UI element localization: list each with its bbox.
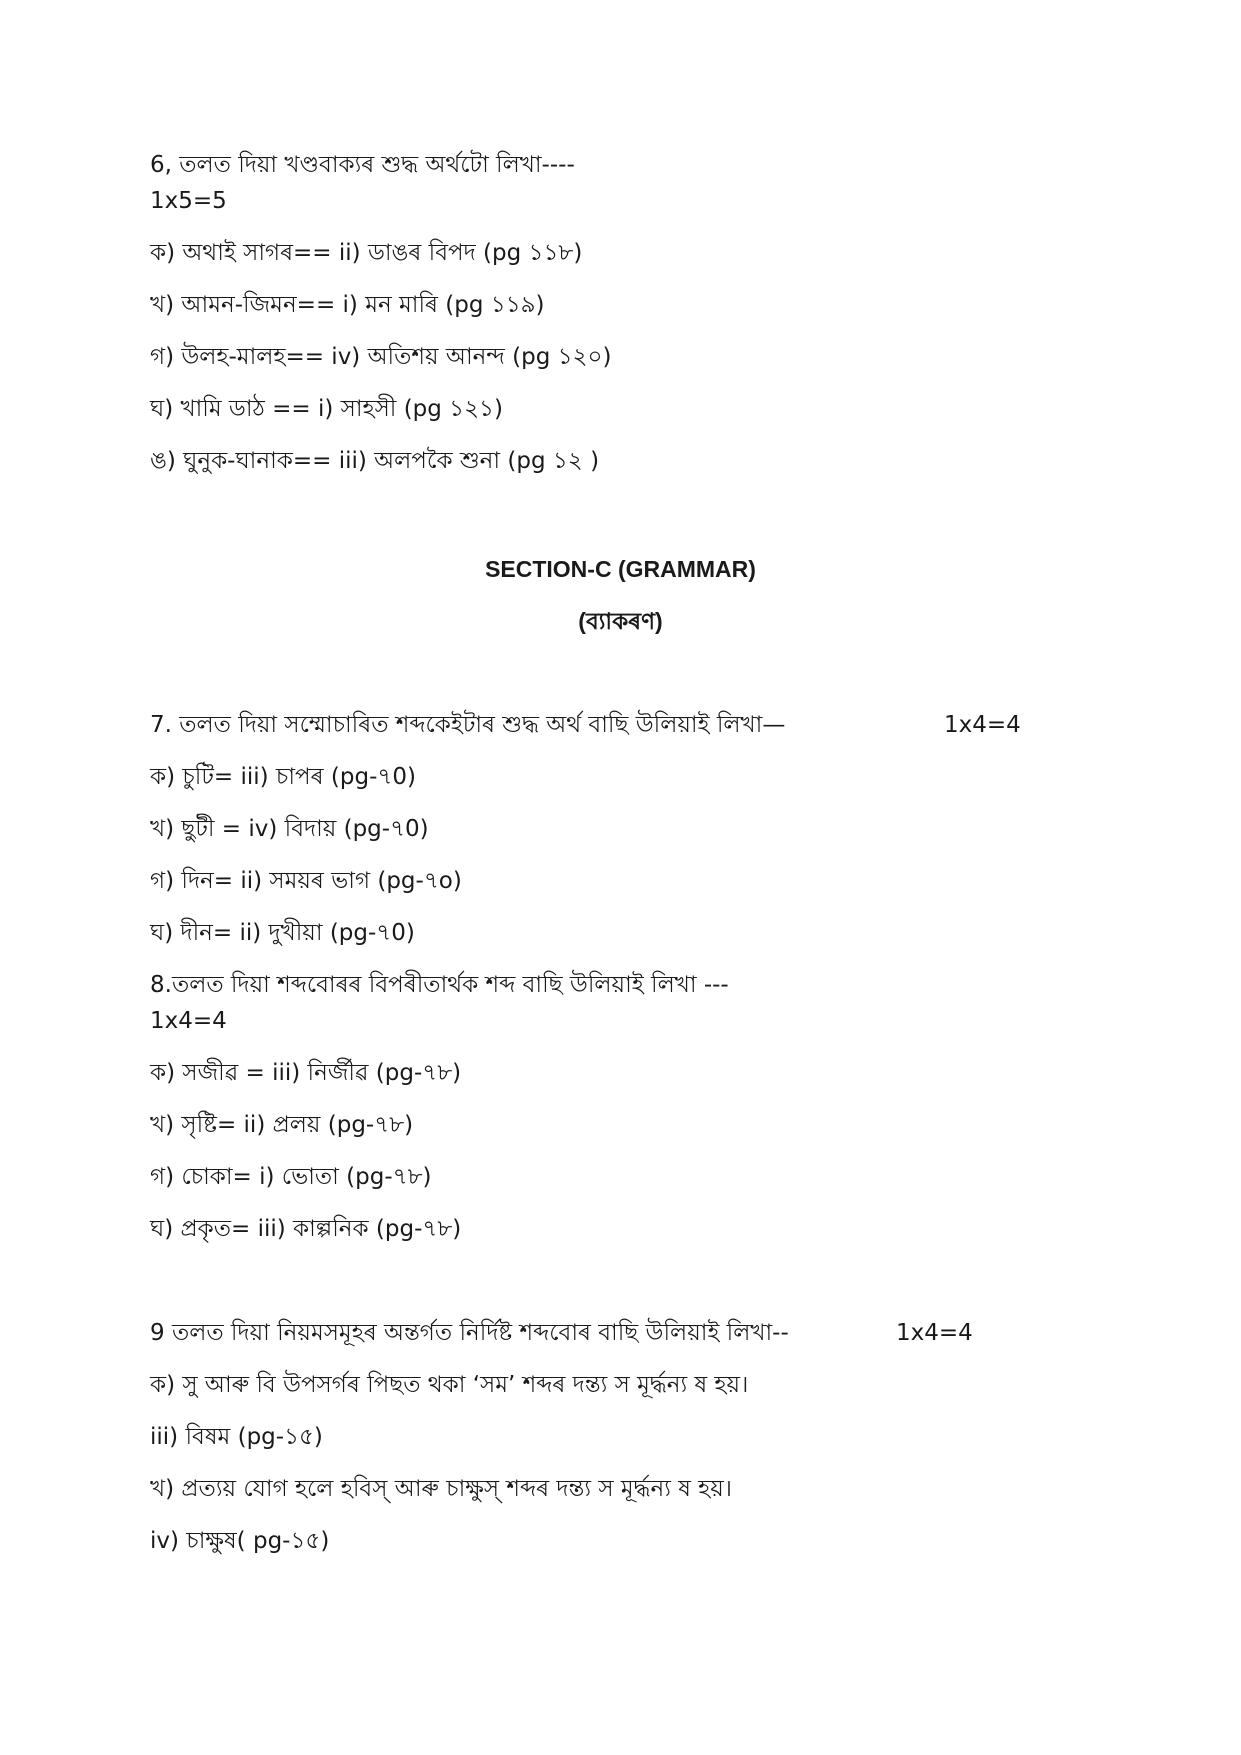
q7-answer-4: ঘ) দীন= ii) দুখীয়া (pg-৭0) [150, 920, 415, 946]
q9-answer-kha: iv) চাক্ষুষ( pg-১৫) [150, 1528, 330, 1554]
q9-question: 9 তলত দিয়া নিয়মসমূহৰ অন্তৰ্গত নিৰ্দিষ্ট শব্দবোৰ বাছি উলিয়াই লিখা-- [150, 1320, 789, 1346]
q9-rule-kha: খ) প্ৰত্যয় যোগ হলে হবিস্ আৰু চাক্ষুস্ শব্দৰ দন্ত্য স মূৰ্দ্ধন্য ষ হয়। [150, 1476, 733, 1502]
q9-answer-ka: iii) বিষম (pg-১৫) [150, 1424, 323, 1450]
q7-question: 7. তলত দিয়া সম্মোচাৰিত শব্দকেইটাৰ শুদ্ধ অৰ্থ বাছি উলিয়াই লিখা— [150, 712, 786, 738]
q8-answer-4: ঘ) প্ৰকৃত= iii) কাল্পনিক (pg-৭৮) [150, 1216, 462, 1242]
q6-question: 6, তলত দিয়া খণ্ডবাক্যৰ শুদ্ধ অৰ্থটো লিখা---- [150, 152, 575, 178]
q8-answer-3: গ) চোকা= i) ভোতা (pg-৭৮) [150, 1164, 432, 1190]
q9-rule-ka: ক) সু আৰু বি উপসৰ্গৰ পিছত থকা ‘সম’ শব্দৰ দন্ত্য স মূৰ্দ্ধন্য ষ হয়। [150, 1372, 749, 1398]
q6-answer-3: গ) উলহ-মালহ== iv) অতিশয় আনন্দ (pg ১২০) [150, 344, 612, 370]
q9-marks: 1x4=4 [896, 1320, 973, 1346]
q8-marks: 1x4=4 [150, 1008, 227, 1034]
q7-answer-2: খ) ছুটী = iv) বিদায় (pg-৭0) [150, 816, 429, 842]
q8-question: 8.তলত দিয়া শব্দবোৰৰ বিপৰীতাৰ্থক শব্দ বাছি উলিয়াই লিখা --- [150, 972, 729, 998]
q6-answer-1: ক) অথাই সাগৰ== ii) ডাঙৰ বিপদ (pg ১১৮) [150, 240, 583, 266]
q8-answer-2: খ) সৃষ্টি= ii) প্ৰলয় (pg-৭৮) [150, 1112, 414, 1138]
q6-answer-5: ঙ) ঘুনুক-ঘানাক== iii) অলপকৈ শুনা (pg ১২ ) [150, 448, 600, 474]
q7-marks: 1x4=4 [944, 712, 1021, 738]
q7-answer-3: গ) দিন= ii) সময়ৰ ভাগ (pg-৭o) [150, 868, 462, 894]
section-c-title: SECTION-C (GRAMMAR) [485, 556, 756, 582]
q8-answer-1: ক) সজীৱ = iii) নিৰ্জীৱ (pg-৭৮) [150, 1060, 462, 1086]
q6-answer-2: খ) আমন-জিমন== i) মন মাৰি (pg ১১৯) [150, 292, 545, 318]
q6-marks: 1x5=5 [150, 188, 227, 214]
section-c-subtitle: (ব্যাকৰণ) [578, 608, 663, 634]
q6-answer-4: ঘ) খামি ডাঠ == i) সাহসী (pg ১২১) [150, 396, 503, 422]
q7-answer-1: ক) চুটি= iii) চাপৰ (pg-৭0) [150, 764, 416, 790]
